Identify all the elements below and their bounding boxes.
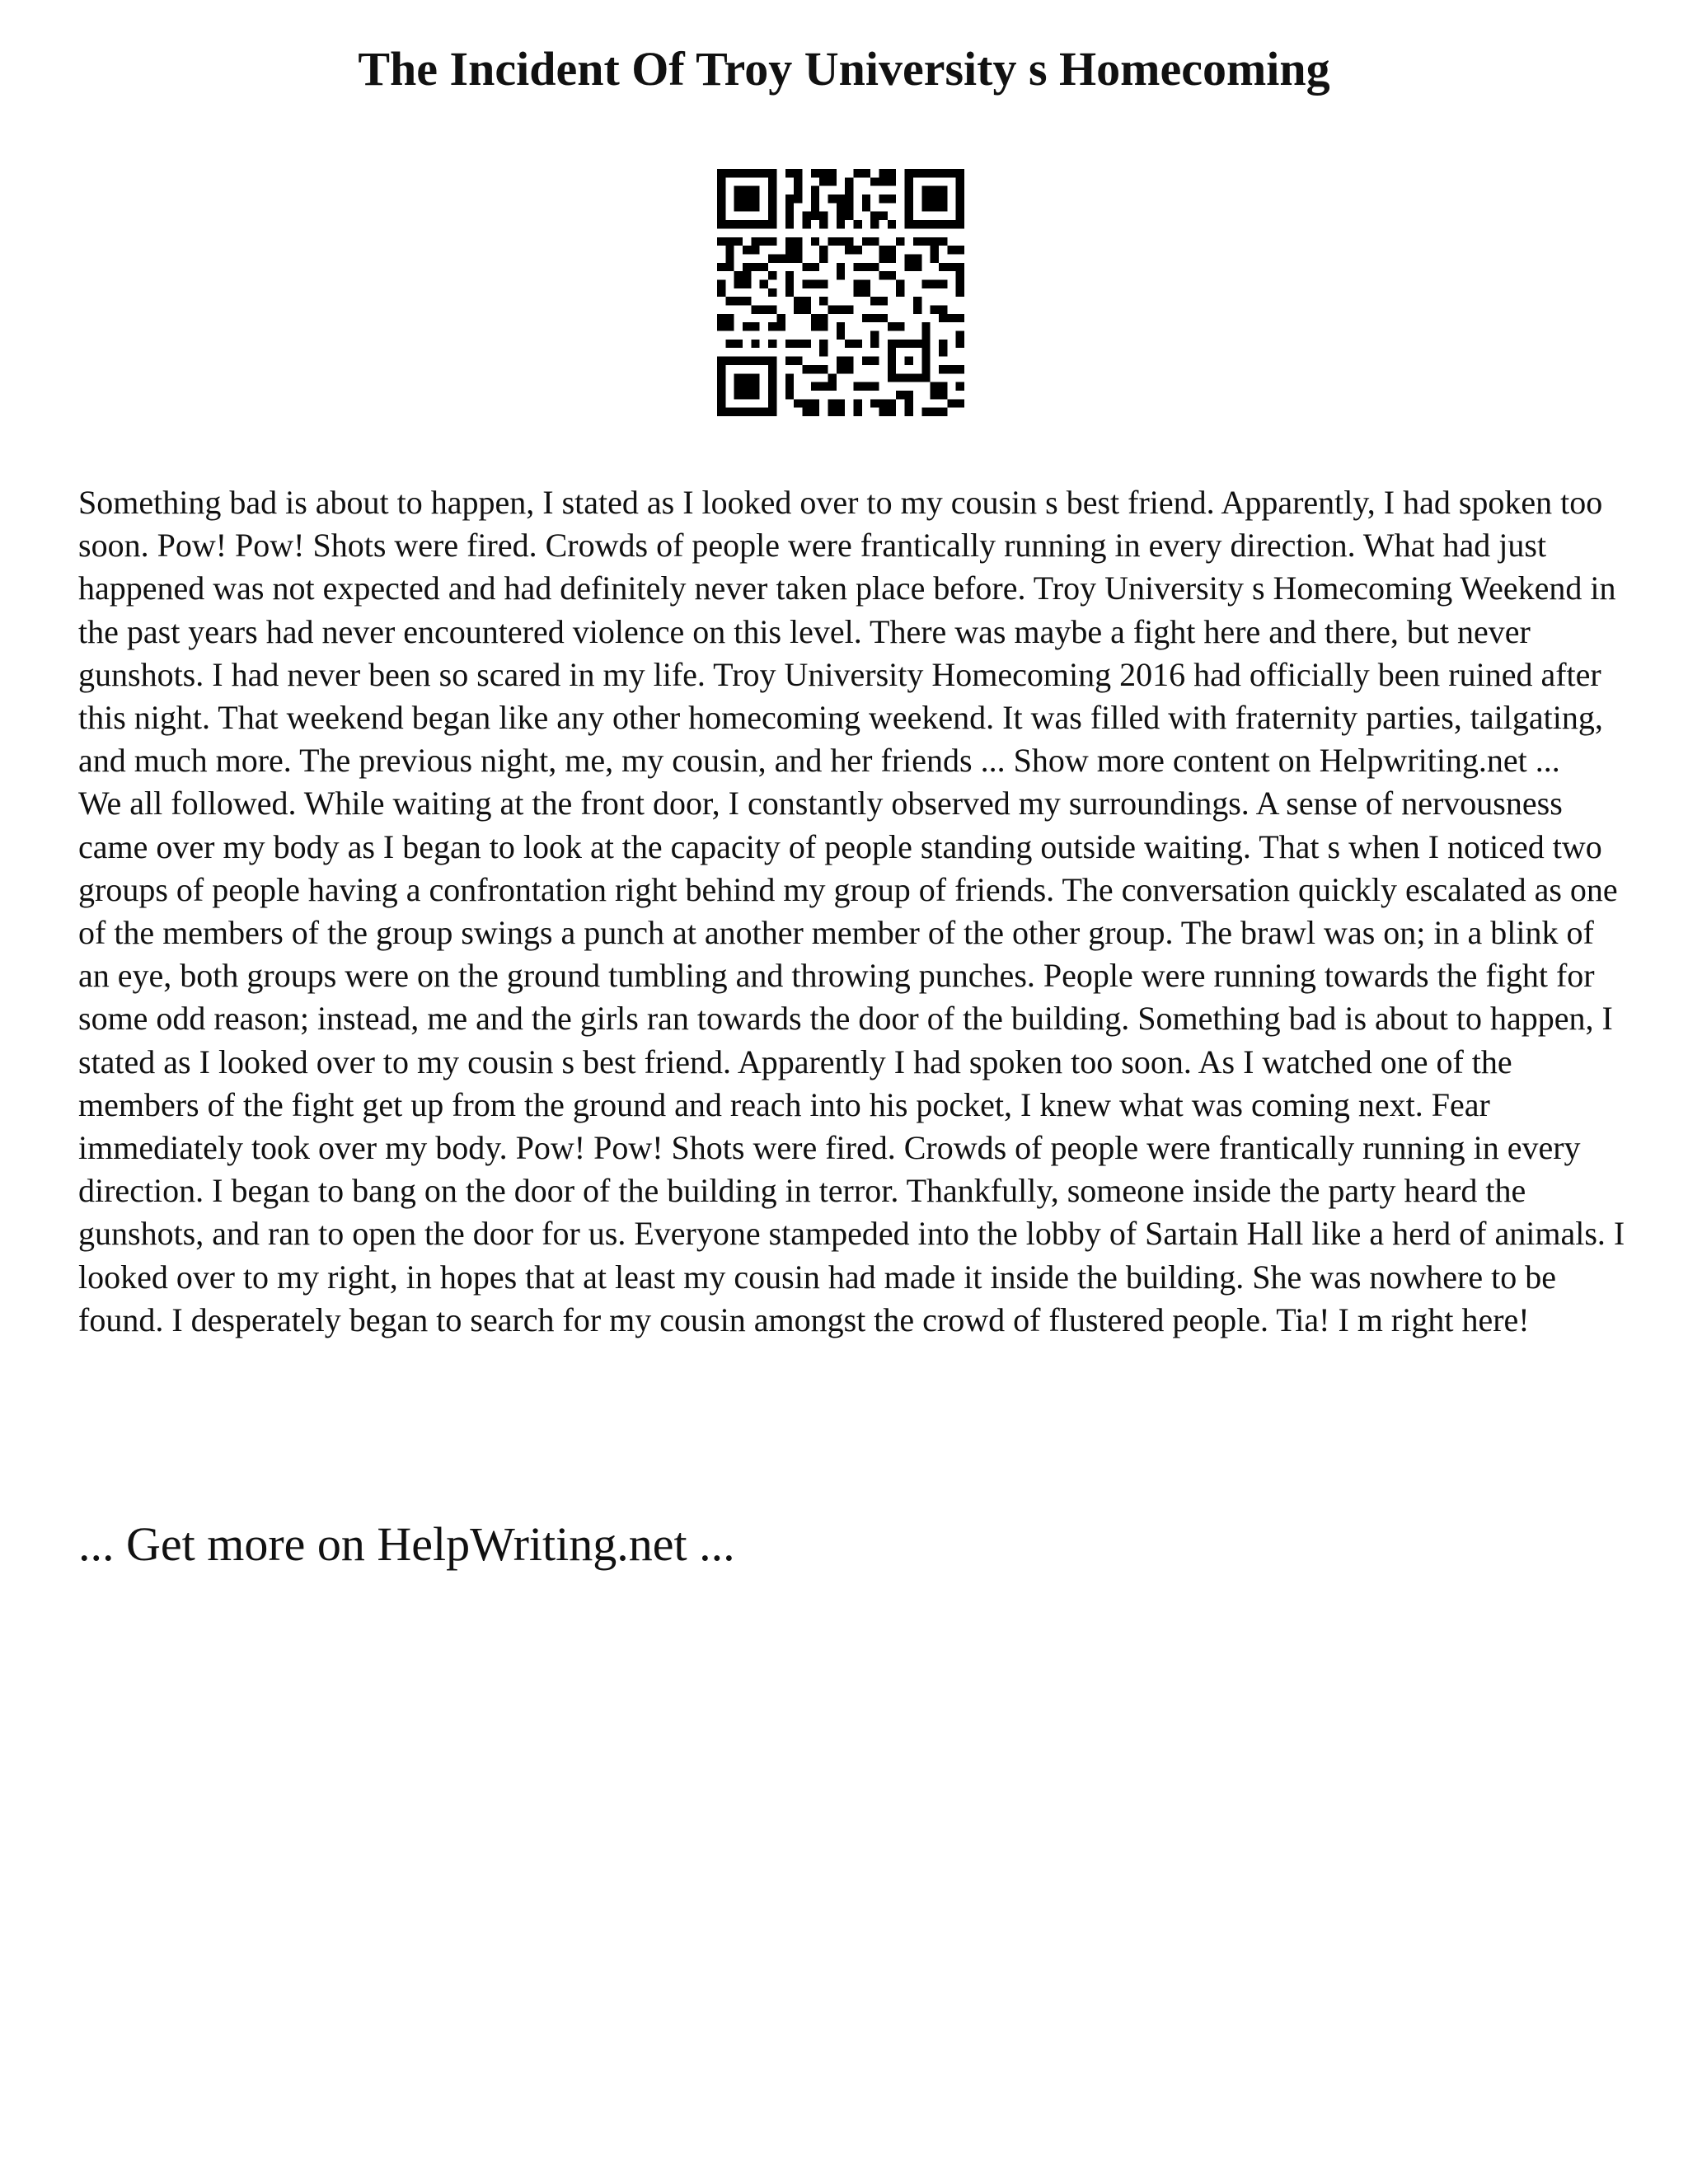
article-body [78, 481, 1628, 1342]
article-paragraph-part-2: We all followed. While waiting at the front door, I constantly observed my surroundings. A sense of nervousness came over my body as I began to look at the capacity of people standing outside waiting. That s when I noticed two groups of people having a confrontation right behind my group of friends. The conversation quickly escalated as one of the members of the group swings a punch at another member of the other group. The brawl was on; in a blink of an eye, both groups were on the ground tumbling and throwing punches. People were running towards the fight for some odd reason; instead, me and the girls ran towards the door of the building. Something bad is about to happen, I stated as I looked over to my cousin s best friend. Apparently I had spoken too soon. As I watched one of the members of the fight get up from the ground and reach into his pocket, I knew what was coming next. Fear immediately took over my body. Pow! Pow! Shots were fired. Crowds of people were frantically running in every direction. I began to bang on the door of the building in terror. Thankfully, someone inside the party heard the gunshots, and ran to open the door for us. Everyone stampeded into the lobby of Sartain Hall like a herd of animals. I looked over to my right, in hopes that at least my cousin had made it inside the building. She was nowhere to be found. I desperately began to search for my cousin amongst the crowd of flustered people. Tia! I m right here! [78, 785, 1625, 1338]
article-paragraph-part-1: Something bad is about to happen, I stated as I looked over to my cousin s best friend. Apparently, I had spoken too soon. Pow! Pow! Shots were fired. Crowds of people were frantically running in every direction. What had just happened was not expected and had definitely never taken place before. Troy University s Homecoming Weekend in the past years had never encountered violence on this level. There was maybe a fight here and there, but never gunshots. I had never been so scared in my life. Troy University Homecoming 2016 had officially been ruined after this night. That weekend began like any other homecoming weekend. It was filled with fraternity parties, tailgating, and much more. The previous night, me, my cousin, and her friends ... Show more content on Helpwriting.net ... [78, 484, 1616, 780]
get-more-link[interactable]: ... Get more on HelpWriting.net ... [78, 1517, 735, 1571]
qr-code [717, 169, 964, 416]
document-title: The Incident Of Troy University s Homecoming [358, 42, 1330, 96]
